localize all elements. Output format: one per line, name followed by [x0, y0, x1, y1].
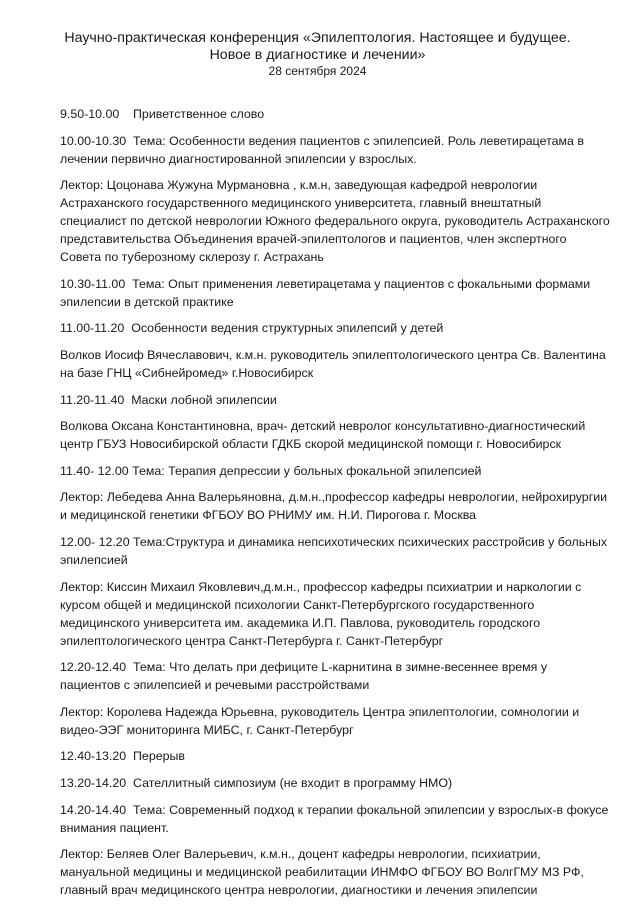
session-topic: Приветственное слово [133, 107, 265, 121]
session-time: 10.30-11.00 [60, 276, 126, 291]
program-session [60, 801, 610, 837]
program-session [60, 774, 610, 792]
session-time-separator [126, 776, 133, 790]
session-time: 12.40-13.20 [60, 749, 127, 764]
program-session [60, 747, 610, 765]
conference-date: 28 сентября 2024 [268, 64, 367, 78]
lecturer-text: Волков Иосиф Вячеславович, к.м.н. руководитель эпилептологического центра Св. Валентина на базе ГНЦ «Сибнейромед» г.Новосибирск [60, 347, 606, 380]
lecturer-info [60, 488, 610, 524]
session-time-separator [126, 134, 133, 148]
session-time: 11.40- 12.00 [60, 463, 129, 478]
program-session [60, 391, 610, 409]
lecturer-info [60, 703, 610, 739]
session-topic: Тема: Терапия депрессии у больных фокальной эпилепсией [132, 463, 482, 478]
session-time: 10.00-10.30 [60, 133, 127, 148]
lecturer-text: Лектор: Королева Надежда Юрьевна, руководитель Центра эпилептологии, сомнологии и видео-ЭЭГ мониторинга МИБС, г. Санкт-Петербург [60, 704, 580, 737]
session-topic: Перерыв [133, 749, 185, 764]
session-topic: Особенности ведения структурных эпилепсий у детей [131, 321, 444, 336]
lecturer-info [60, 176, 610, 266]
lecturer-text: Лектор: Цоцонава Жужуна Мурмановна , к.м.н, заведующая кафедрой неврологии Астраханского государственного медицинского университета, главный внештатный специалист по детской неврологии Южного федерального округа, руководитель Астраханского представительства Объединения врачей-эпилептологов и пациентов, член экспертного Совета по туберозному склерозу г. Астрахань [60, 178, 610, 265]
lecturer-text: Лектор: Беляев Олег Валерьевич, к.м.н., доцент кафедры неврологии, психиатрии, мануальной медицины и медицинской реабилитации ИНМФО ФГБОУ ВО ВолгГМУ МЗ РФ, главный врач медицинского центра неврологии, диагностики и лечения эпилепсии [60, 847, 584, 898]
lecturer-info [60, 346, 610, 382]
lecturer-info [60, 578, 610, 650]
session-time: 12.00- 12.20 [60, 534, 130, 549]
conference-title-line-1: Научно-практическая конференция «Эпилептология. Настоящее и будущее. [64, 30, 571, 46]
program-session [60, 275, 610, 311]
document-header [0, 30, 635, 79]
lecturer-text: Лектор: Лебедева Анна Валерьяновна, д.м.н.,профессор кафедры неврологии, нейрохирургии и медицинской генетики ФГБОУ ВО РНИМУ им. Н.И. Пирогова г. Москва [60, 490, 608, 523]
session-topic: Маски лобной эпилепсии [131, 392, 277, 407]
lecturer-text: Волкова Оксана Константиновна, врач- детский невролог консультативно-диагностический центр ГБУЗ Новосибирской области ГДКБ скорой медицинской помощи г. Новосибирск [60, 419, 586, 452]
session-time-separator [126, 803, 133, 817]
session-topic: Тема: Современный подход к терапии фокальной эпилепсии у взрослых-в фокусе внимания пациент. [60, 802, 609, 835]
session-time: 11.20-11.40 [60, 392, 125, 407]
session-topic: Тема:Структура и динамика непсихотических психических расстройсив у больных эпилепсией [60, 534, 608, 567]
session-time-separator [126, 749, 133, 763]
program-session [60, 533, 610, 569]
program-session [60, 462, 610, 480]
program-session [60, 132, 610, 168]
session-time: 9.50-10.00 [60, 107, 120, 121]
session-time-separator [126, 660, 133, 674]
lecturer-info [60, 417, 610, 453]
session-time: 12.20-12.40 [60, 660, 127, 675]
session-time: 11.00-11.20 [60, 321, 125, 336]
session-topic: Тема: Опыт применения леветирацетама у пациентов с фокальными формами эпилепсии в детской практике [60, 276, 591, 309]
session-time-separator [119, 107, 133, 121]
lecturer-info [60, 845, 610, 899]
program-session [60, 105, 610, 123]
session-time: 14.20-14.40 [60, 802, 127, 817]
program-schedule [60, 105, 610, 908]
program-session [60, 319, 610, 337]
conference-title [0, 30, 635, 64]
session-time: 13.20-14.20 [60, 775, 127, 790]
lecturer-text: Лектор: Киссин Михаил Яковлевич,д.м.н., профессор кафедры психиатрии и наркологии с курсом общей и медицинской психологии Санкт-Петербургского государственного медицинского университета им. академика И.П. Павлова, руководитель городского эпилептологического центра Санкт-Петербурга г. Санкт-Петербург [60, 579, 582, 648]
session-topic: Тема: Что делать при дефиците L-карнитина в зимне-весеннее время у пациентов с эпилепсией и речевыми расстройствами [60, 660, 548, 693]
conference-title-line-2: Новое в диагностике и лечении» [209, 47, 426, 63]
session-topic: Тема: Особенности ведения пациентов с эпилепсией. Роль леветирацетама в лечении первично диагностированной эпилепсии у взрослых. [60, 133, 584, 166]
session-topic: Сателлитный симпозиум (не входит в программу НМО) [133, 775, 453, 790]
program-session [60, 658, 610, 694]
